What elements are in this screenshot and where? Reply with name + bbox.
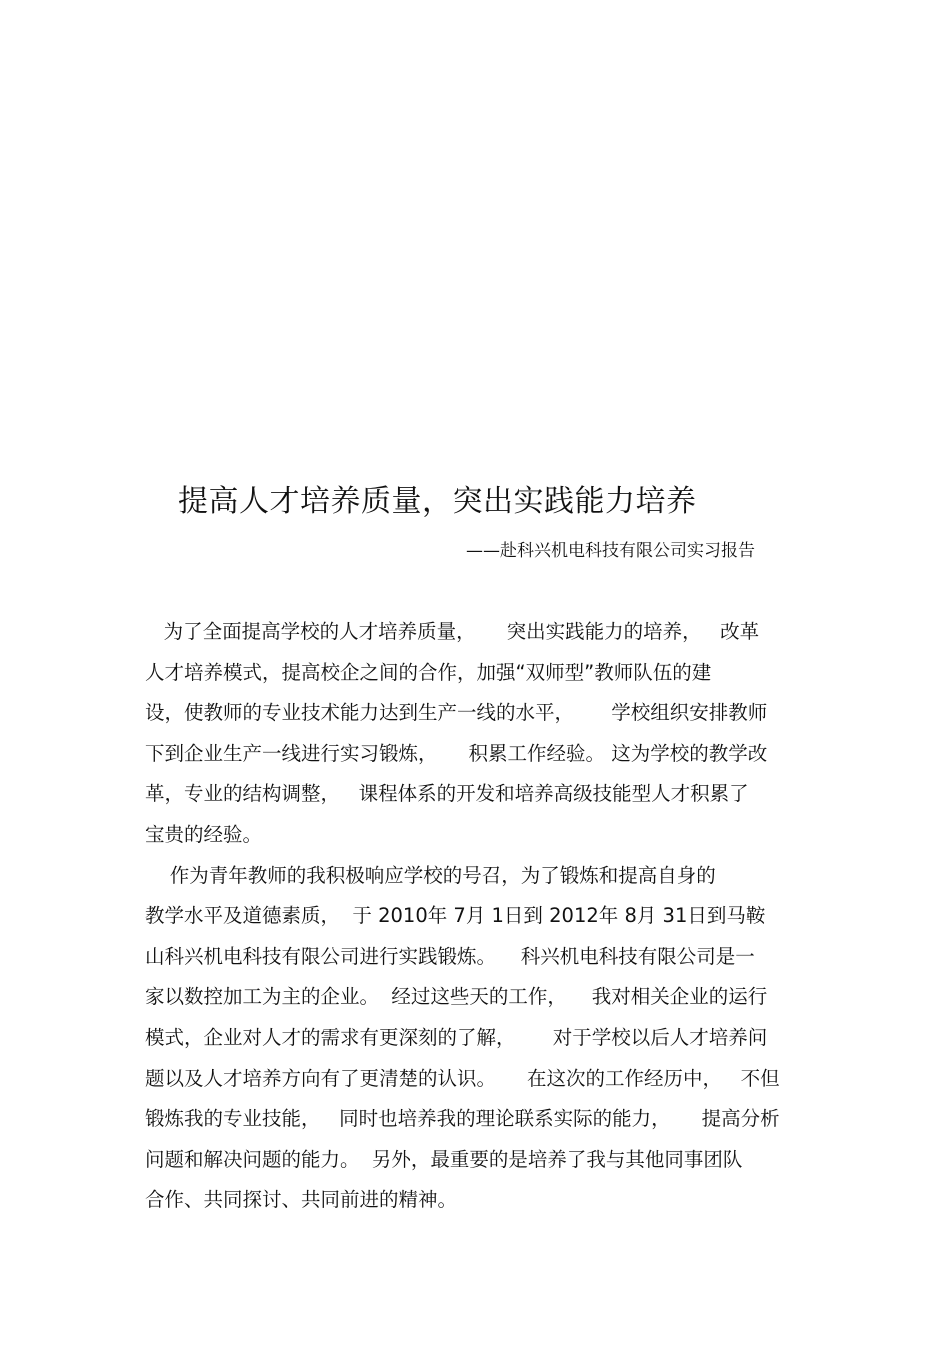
text-line: 家以数控加工为主的企业。 经过这些天的工作， 我对相关企业的运行 — [145, 985, 768, 1009]
text-line: 宝贵的经验。 — [145, 822, 263, 846]
text-line: 锻炼我的专业技能， 同时也培养我的理论联系实际的能力， 提高分析 — [145, 1107, 780, 1131]
document-subtitle: ——赴科兴机电科技有限公司实习报告 — [466, 541, 755, 561]
text-line: 问题和解决问题的能力。 另外，最重要的是培养了我与其他同事团队 — [145, 1147, 743, 1171]
text-line: 模式，企业对人才的需求有更深刻的了解， 对于学校以后人才培养问 — [145, 1025, 768, 1049]
text-line: 教学水平及道德素质， 于 2010年 7月 1日到 2012年 8月 31日到马鞍 — [145, 904, 766, 928]
text-line: 山科兴机电科技有限公司进行实践锻炼。 科兴机电科技有限公司是一 — [145, 944, 755, 968]
body-text — [145, 612, 810, 1221]
text-line: 题以及人才培养方向有了更清楚的认识。 在这次的工作经历中， 不但 — [145, 1066, 780, 1090]
text-line: 为了全面提高学校的人才培养质量， 突出实践能力的培养， 改革 — [145, 620, 760, 643]
text-line: 合作、共同探讨、共同前进的精神。 — [145, 1188, 458, 1212]
document-title: 提高人才培养质量，突出实践能力培养 — [178, 484, 697, 519]
text-line: 革，专业的结构调整， 课程体系的开发和培养高级技能型人才积累了 — [145, 782, 749, 806]
text-line: 下到企业生产一线进行实习锻炼， 积累工作经验。 这为学校的教学改 — [145, 741, 768, 765]
text-line: 人才培养模式，提高校企之间的合作，加强“双师型”教师队伍的建 — [145, 660, 712, 684]
text-line: 作为青年教师的我积极响应学校的号召，为了锻炼和提高自身的 — [145, 863, 716, 887]
text-line: 设，使教师的专业技术能力达到生产一线的水平， 学校组织安排教师 — [145, 701, 768, 725]
